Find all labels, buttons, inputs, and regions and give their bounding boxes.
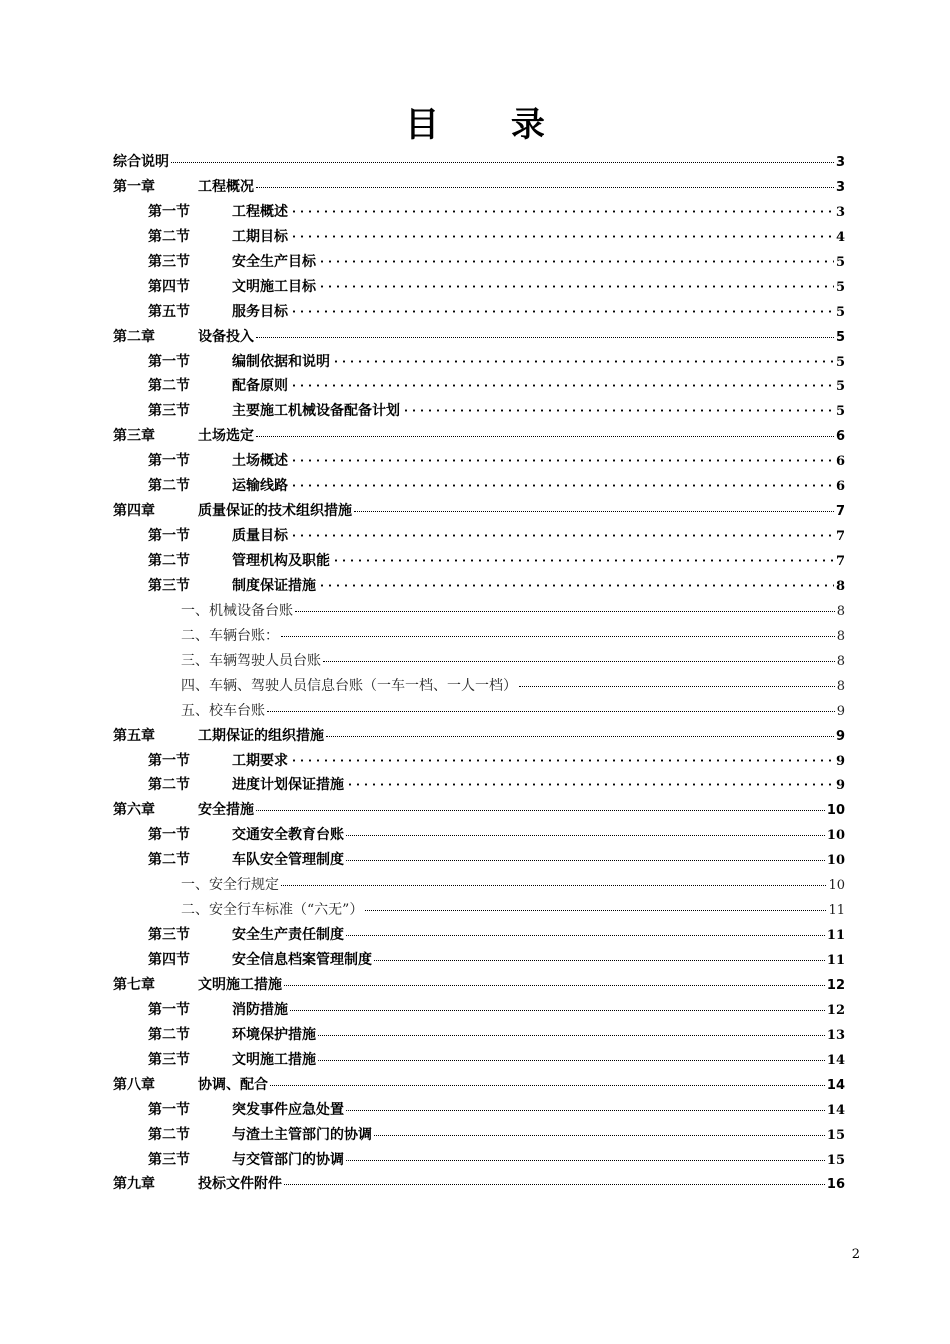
toc-dot-leader — [318, 584, 834, 587]
toc-entry[interactable] — [113, 1073, 845, 1098]
toc-entry[interactable] — [113, 449, 845, 474]
toc-entry-number: 第二节 — [148, 1026, 190, 1043]
toc-entry[interactable] — [113, 524, 845, 549]
toc-dot-leader — [346, 934, 825, 936]
toc-entry-page: 7 — [835, 504, 845, 520]
toc-entry-number: 第二节 — [148, 553, 190, 569]
toc-dot-leader — [290, 484, 834, 487]
toc-dot-leader — [326, 735, 834, 737]
toc-entry-page: 14 — [826, 1077, 845, 1093]
toc-entry-page: 10 — [826, 803, 845, 819]
toc-dot-leader — [281, 635, 835, 637]
toc-entry[interactable] — [113, 724, 845, 749]
toc-entry[interactable] — [113, 948, 845, 973]
toc-entry-number: 第一节 — [148, 752, 190, 769]
toc-dot-leader — [346, 1159, 825, 1161]
toc-entry-title: 车队安全管理制度 — [232, 852, 344, 869]
toc-entry-page: 6 — [835, 479, 845, 495]
toc-entry[interactable] — [113, 798, 845, 823]
toc-entry[interactable] — [113, 674, 845, 699]
toc-entry[interactable] — [113, 325, 845, 350]
toc-dot-leader — [290, 210, 834, 213]
toc-dot-leader — [290, 759, 834, 762]
toc-dot-leader — [318, 1034, 825, 1036]
toc-entry-title: 一、机械设备台账 — [181, 602, 293, 619]
toc-entry-number: 第一节 — [148, 1001, 190, 1018]
toc-entry-number: 第二节 — [148, 777, 190, 794]
page-title: 目 录 — [405, 105, 575, 145]
toc-dot-leader — [256, 435, 834, 437]
toc-entry-title: 交通安全教育台账 — [232, 827, 344, 844]
toc-dot-leader — [374, 1134, 825, 1136]
toc-entry[interactable] — [113, 1048, 845, 1073]
toc-entry-title: 四、车辆、驾驶人员信息台账（一车一档、一人一档） — [181, 677, 517, 694]
toc-entry-page: 5 — [835, 379, 845, 395]
toc-entry-title: 二、安全行车标准（“六无”） — [181, 902, 364, 919]
toc-entry-page: 12 — [826, 977, 845, 993]
toc-entry-number: 第八章 — [113, 1076, 155, 1093]
toc-dot-leader — [354, 510, 834, 512]
toc-entry-title: 安全生产责任制度 — [232, 927, 344, 944]
toc-entry-page: 8 — [836, 653, 845, 669]
toc-dot-leader — [332, 559, 834, 562]
toc-entry-title: 管理机构及职能 — [232, 553, 330, 569]
toc-entry[interactable] — [113, 699, 845, 724]
toc-entry-page: 5 — [835, 304, 845, 320]
toc-entry-title: 与交管部门的协调 — [232, 1151, 344, 1168]
toc-dot-leader — [270, 1084, 825, 1086]
toc-entry[interactable] — [113, 624, 845, 649]
toc-entry-page: 9 — [836, 703, 845, 719]
toc-dot-leader — [318, 285, 834, 288]
toc-dot-leader — [290, 459, 834, 462]
toc-entry-page: 6 — [835, 429, 845, 445]
toc-entry-number: 第一节 — [148, 827, 190, 844]
toc-entry[interactable] — [113, 973, 845, 998]
toc-entry-number: 第三节 — [148, 253, 190, 270]
toc-entry[interactable] — [113, 399, 845, 424]
toc-entry-number: 第四章 — [113, 503, 155, 520]
toc-entry[interactable] — [113, 749, 845, 774]
toc-entry-number: 第二节 — [148, 478, 190, 495]
toc-entry-number: 第三节 — [148, 1051, 190, 1068]
toc-entry-page: 12 — [826, 1002, 845, 1018]
toc-entry-page: 15 — [826, 1127, 845, 1143]
toc-dot-leader — [402, 409, 834, 412]
toc-entry-number: 第一节 — [148, 1101, 190, 1118]
toc-entry-number: 第五节 — [148, 303, 190, 320]
toc-entry-title: 环境保护措施 — [232, 1026, 316, 1043]
toc-dot-leader — [295, 610, 835, 612]
toc-entry-page: 9 — [835, 753, 845, 769]
toc-entry-number: 第一节 — [148, 353, 190, 370]
toc-entry-title: 协调、配合 — [198, 1076, 268, 1093]
toc-entry-page: 5 — [835, 404, 845, 420]
toc-entry-title: 二、车辆台账： — [181, 627, 279, 644]
toc-entry-title: 工程概况 — [198, 178, 254, 195]
toc-entry-page: 9 — [835, 728, 845, 744]
toc-entry[interactable] — [113, 773, 845, 798]
toc-entry-page: 10 — [828, 878, 845, 894]
toc-entry[interactable] — [113, 1172, 845, 1197]
toc-entry-title: 投标文件附件 — [198, 1176, 282, 1193]
toc-entry-page: 5 — [835, 354, 845, 370]
toc-entry-title: 突发事件应急处置 — [232, 1101, 344, 1118]
toc-entry[interactable] — [113, 474, 845, 499]
toc-dot-leader — [346, 1109, 825, 1111]
toc-entry-number: 第五章 — [113, 727, 155, 744]
toc-entry[interactable] — [113, 1023, 845, 1048]
toc-entry-title: 服务目标 — [232, 303, 288, 320]
toc-entry-number: 第七章 — [113, 976, 155, 993]
toc-dot-leader — [374, 959, 825, 961]
toc-entry[interactable] — [113, 599, 845, 624]
toc-entry-title: 制度保证措施 — [232, 577, 316, 594]
toc-entry-title: 质量保证的技术组织措施 — [198, 503, 352, 520]
toc-dot-leader — [332, 360, 834, 363]
toc-dot-leader — [284, 984, 825, 986]
toc-entry-number: 第三节 — [148, 577, 190, 594]
table-of-contents — [113, 150, 845, 1197]
toc-dot-leader — [318, 1059, 825, 1061]
toc-entry-number: 第三节 — [148, 1151, 190, 1168]
toc-entry-title: 运输线路 — [232, 478, 288, 495]
toc-entry[interactable] — [113, 150, 845, 175]
toc-entry-page: 6 — [835, 454, 845, 470]
toc-entry-title: 与渣土主管部门的协调 — [232, 1126, 372, 1143]
page-number: 2 — [851, 1247, 860, 1262]
toc-entry-number: 第一节 — [148, 453, 190, 470]
toc-dot-leader — [519, 685, 835, 687]
toc-entry-page: 15 — [826, 1152, 845, 1168]
toc-entry-page: 3 — [835, 204, 845, 220]
toc-entry-page: 5 — [835, 279, 845, 295]
toc-entry-title: 主要施工机械设备配备计划 — [232, 403, 400, 420]
toc-entry-title: 设备投入 — [198, 328, 254, 345]
toc-dot-leader — [267, 710, 835, 712]
toc-entry[interactable] — [113, 549, 845, 574]
toc-entry-page: 10 — [826, 828, 845, 844]
toc-entry[interactable] — [113, 499, 845, 524]
toc-entry-title: 文明施工措施 — [232, 1051, 316, 1068]
toc-dot-leader — [346, 834, 825, 836]
toc-entry-title: 工期目标 — [232, 228, 288, 245]
toc-entry[interactable] — [113, 424, 845, 449]
toc-dot-leader — [171, 161, 834, 163]
toc-entry-title: 工期要求 — [232, 752, 288, 769]
toc-dot-leader — [290, 310, 834, 313]
toc-entry-page: 8 — [836, 603, 845, 619]
toc-entry[interactable] — [113, 1123, 845, 1148]
toc-entry-title: 三、车辆驾驶人员台账 — [181, 652, 321, 669]
toc-entry[interactable] — [113, 1148, 845, 1173]
toc-dot-leader — [323, 660, 835, 662]
toc-entry-page: 10 — [826, 853, 845, 869]
toc-dot-leader — [290, 384, 834, 387]
toc-entry-title: 土场概述 — [232, 453, 288, 470]
toc-dot-leader — [256, 186, 834, 188]
toc-dot-leader — [256, 809, 825, 811]
toc-entry[interactable] — [113, 200, 845, 225]
toc-entry-title: 文明施工措施 — [198, 976, 282, 993]
toc-entry-number: 第三节 — [148, 927, 190, 944]
toc-entry-page: 4 — [835, 229, 845, 245]
toc-entry-number: 第九章 — [113, 1176, 155, 1193]
toc-entry[interactable] — [113, 175, 845, 200]
toc-entry-title: 质量目标 — [232, 528, 288, 545]
toc-entry-page: 9 — [835, 778, 845, 794]
toc-entry[interactable] — [113, 873, 845, 898]
toc-dot-leader — [256, 336, 834, 338]
toc-entry-page: 8 — [835, 578, 845, 594]
toc-entry-number: 第三章 — [113, 428, 155, 445]
toc-entry-page: 3 — [835, 155, 845, 170]
toc-entry[interactable] — [113, 923, 845, 948]
toc-dot-leader — [346, 783, 834, 786]
toc-entry-page: 7 — [835, 554, 845, 569]
toc-entry[interactable] — [113, 1098, 845, 1123]
toc-entry-title: 安全信息档案管理制度 — [232, 952, 372, 968]
toc-entry-title: 综合说明 — [113, 154, 169, 170]
toc-entry-number: 第四节 — [148, 278, 190, 295]
toc-entry-number: 第三节 — [148, 403, 190, 420]
toc-entry-number: 第二节 — [148, 1126, 190, 1143]
toc-dot-leader — [281, 884, 826, 886]
toc-entry-title: 安全措施 — [198, 802, 254, 819]
toc-entry-title: 工程概述 — [232, 203, 288, 220]
toc-entry-page: 11 — [828, 903, 845, 919]
toc-entry-page: 14 — [826, 1052, 845, 1068]
toc-dot-leader — [346, 859, 825, 861]
toc-entry[interactable] — [113, 574, 845, 599]
toc-entry[interactable] — [113, 848, 845, 873]
toc-entry-page: 14 — [826, 1102, 845, 1118]
toc-dot-leader — [290, 534, 834, 537]
toc-entry-page: 3 — [835, 179, 845, 195]
toc-entry[interactable] — [113, 998, 845, 1023]
toc-entry-number: 第二章 — [113, 328, 155, 345]
toc-entry-title: 文明施工目标 — [232, 278, 316, 295]
toc-entry[interactable] — [113, 649, 845, 674]
toc-dot-leader — [284, 1183, 825, 1185]
toc-dot-leader — [318, 260, 834, 263]
toc-entry[interactable] — [113, 350, 845, 375]
toc-dot-leader — [365, 909, 826, 911]
toc-entry-title: 配备原则 — [232, 378, 288, 395]
toc-entry-title: 工期保证的组织措施 — [198, 727, 324, 744]
toc-dot-leader — [290, 235, 834, 238]
toc-entry-page: 5 — [835, 254, 845, 270]
toc-entry-title: 编制依据和说明 — [232, 353, 330, 370]
toc-entry-title: 一、安全行规定 — [181, 877, 279, 894]
toc-entry-number: 第四节 — [148, 952, 190, 968]
toc-entry-page: 11 — [826, 953, 845, 968]
toc-entry-page: 8 — [836, 678, 845, 694]
toc-entry-number: 第二节 — [148, 852, 190, 869]
toc-entry-number: 第二节 — [148, 228, 190, 245]
toc-entry-page: 8 — [836, 628, 845, 644]
toc-entry-page: 5 — [835, 329, 845, 345]
toc-entry-page: 11 — [826, 928, 845, 944]
toc-entry-title: 土场选定 — [198, 428, 254, 445]
toc-entry-page: 7 — [835, 529, 845, 545]
toc-entry-page: 13 — [826, 1027, 845, 1043]
toc-entry-number: 第一节 — [148, 528, 190, 545]
toc-entry[interactable] — [113, 823, 845, 848]
toc-entry[interactable] — [113, 898, 845, 923]
toc-dot-leader — [290, 1009, 825, 1011]
toc-entry[interactable] — [113, 300, 845, 325]
toc-entry[interactable] — [113, 250, 845, 275]
toc-entry-title: 五、校车台账 — [181, 702, 265, 719]
toc-entry-title: 进度计划保证措施 — [232, 777, 344, 794]
toc-entry-number: 第一节 — [148, 203, 190, 220]
toc-entry-number: 第六章 — [113, 802, 155, 819]
toc-entry[interactable] — [113, 374, 845, 399]
toc-entry[interactable] — [113, 275, 845, 300]
toc-entry-number: 第一章 — [113, 178, 155, 195]
toc-entry-number: 第二节 — [148, 378, 190, 395]
toc-entry-title: 消防措施 — [232, 1001, 288, 1018]
toc-entry-title: 安全生产目标 — [232, 253, 316, 270]
toc-entry-page: 16 — [826, 1177, 845, 1193]
toc-entry[interactable] — [113, 225, 845, 250]
